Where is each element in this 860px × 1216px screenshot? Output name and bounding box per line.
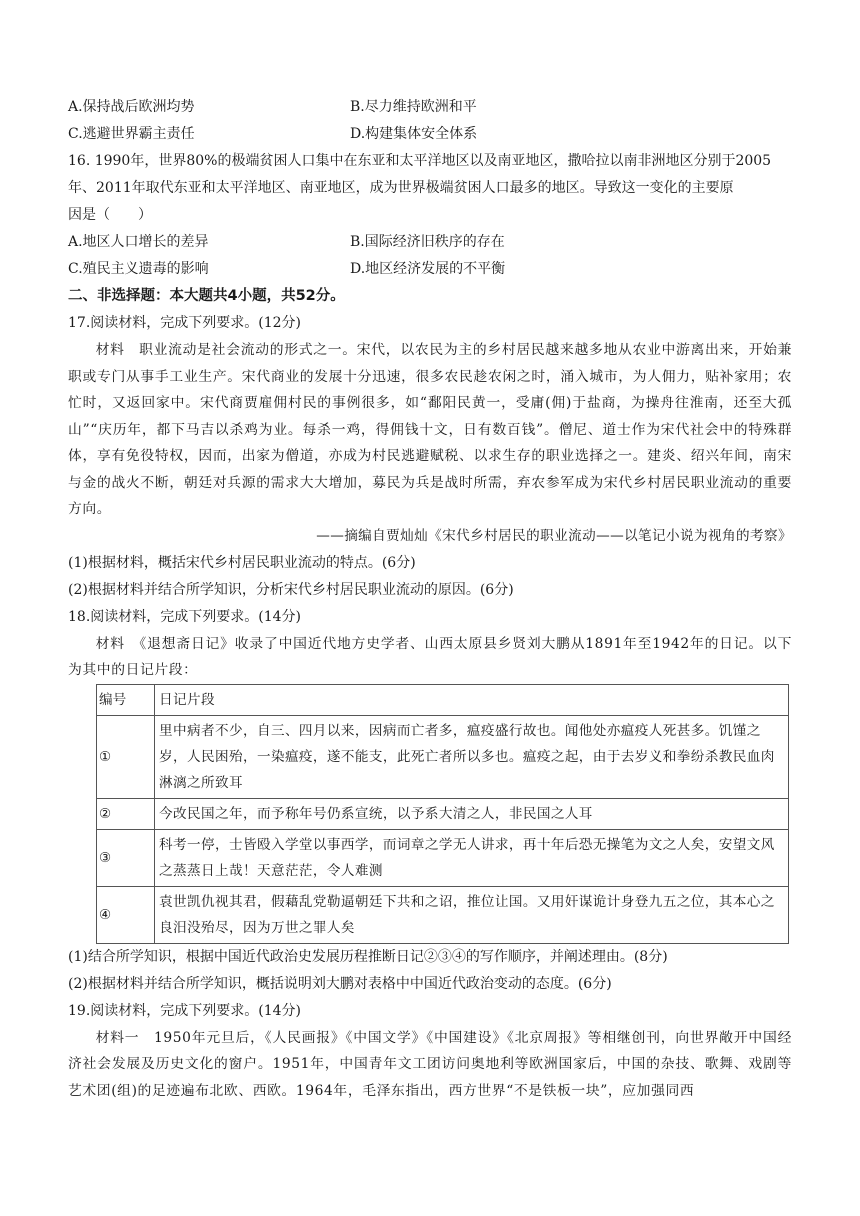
q17-material: 材料 职业流动是社会流动的形式之一。宋代，以农民为主的乡村居民越来越多地从农业中游离出来，开始兼职或专门从事手工业生产。宋代商业的发展十分迅速，很多农民趁农闲之时，涌入城市，为人佣力，贴补家用；农忙时，又返回家中。宋代商贾雇佣村民的事例很多，如“鄱阳民黄一，受庸(佣)于盐商，为操舟往淮南，还至大孤山”“庆历年，都下马吉以杀鸡为业。每杀一鸡，得佣钱十文，日有数百钱”。僧尼、道士作为宋代社会中的特殊群体，享有免役特权，因而，出家为僧道，亦成为村民逃避赋税、以求生存的职业选择之一。建炎、绍兴年间，南宋与金的战火不断，朝廷对兵源的需求大大增加，募民为兵是战时所需，弃农参军成为宋代乡村居民职业流动的重要方向。 <box>68 342 792 517</box>
q18-material: 材料 《退想斋日记》收录了中国近代地方史学者、山西太原县乡贤刘大鹏从1891年至1942年的日记。以下为其中的日记片段： <box>68 635 792 678</box>
row-number: ① <box>97 715 155 798</box>
section-title: 二、非选择题：本大题共4小题，共52分。 <box>68 288 345 304</box>
q15-option-c[interactable]: C.逃避世界霸主责任 <box>68 126 195 142</box>
q17-source: ——摘编自贾灿灿《宋代乡村居民的职业流动——以笔记小说为视角的考察》 <box>316 527 792 544</box>
q16-option-b[interactable]: B.国际经济旧秩序的存在 <box>350 234 505 250</box>
q15-options-row2 <box>68 121 792 148</box>
table-header-number: 编号 <box>97 684 155 715</box>
table-header-row <box>97 684 789 715</box>
q15-option-b[interactable]: B.尽力维持欧洲和平 <box>350 99 477 115</box>
row-number: ④ <box>97 886 155 943</box>
row-excerpt: 今改民国之年，而予称年号仍系宣统，以予系大清之人，非民国之人耳 <box>155 798 789 829</box>
row-number: ② <box>97 798 155 829</box>
q16-stem-line3: 因是（ ） <box>68 207 152 223</box>
q18-question-2: (2)根据材料并结合所学知识，概括说明刘大鹏对表格中中国近代政治变动的态度。(6分) <box>68 975 612 992</box>
table-row <box>97 886 789 943</box>
q17-question-2: (2)根据材料并结合所学知识，分析宋代乡村居民职业流动的原因。(6分) <box>68 581 514 598</box>
q19-stem: 19.阅读材料，完成下列要求。(14分) <box>68 1002 302 1019</box>
row-excerpt: 袁世凯仇视其君，假藉乱党勒逼朝廷下共和之诏，推位让国。又用奸谋诡计身登九五之位，其本心之良汨没殆尽，因为万世之罪人矣 <box>155 886 789 943</box>
q17-stem: 17.阅读材料，完成下列要求。(12分) <box>68 315 302 331</box>
table-header-excerpt: 日记片段 <box>155 684 789 715</box>
diary-table <box>96 684 789 944</box>
q17-question-1: (1)根据材料，概括宋代乡村居民职业流动的特点。(6分) <box>68 554 416 571</box>
exam-page <box>68 94 792 1104</box>
q16-stem-line2: 年、2011年取代东亚和太平洋地区、南亚地区，成为世界极端贫困人口最多的地区。导致这一变化的主要原 <box>68 180 734 196</box>
q18-stem: 18.阅读材料，完成下列要求。(14分) <box>68 608 302 625</box>
table-row <box>97 798 789 829</box>
q15-options-row1 <box>68 94 792 121</box>
q16-option-a[interactable]: A.地区人口增长的差异 <box>68 234 209 250</box>
q16-options-row2 <box>68 256 792 283</box>
row-excerpt: 里中病者不少，自三、四月以来，因病而亡者多，瘟疫盛行故也。闻他处亦瘟疫人死甚多。饥馑之岁，人民困殆，一染瘟疫，遂不能支，此死亡者所以多也。瘟疫之起，由于去岁义和拳纷杀教民血肉淋漓之所致耳 <box>155 715 789 798</box>
table-row <box>97 715 789 798</box>
row-number: ③ <box>97 829 155 886</box>
q16-option-c[interactable]: C.殖民主义遗毒的影响 <box>68 261 209 277</box>
table-row <box>97 829 789 886</box>
q18-question-1: (1)结合所学知识，根据中国近代政治史发展历程推断日记②③④的写作顺序，并阐述理由。(8分) <box>68 948 668 965</box>
q19-material-1: 材料一 1950年元旦后，《人民画报》《中国文学》《中国建设》《北京周报》等相继创刊，向世界敞开中国经济社会发展及历史文化的窗户。1951年，中国青年文工团访问奥地利等欧洲国家后，中国的杂技、歌舞、戏剧等艺术团(组)的足迹遍布北欧、西欧。1964年，毛泽东指出，西方世界“不是铁板一块”，应加强同西 <box>68 1029 792 1099</box>
q15-option-d[interactable]: D.构建集体安全体系 <box>350 126 478 142</box>
row-excerpt: 科考一停，士皆殴入学堂以事西学，而词章之学无人讲求，再十年后恐无操笔为文之人矣，安望文风之蒸蒸日上哉！天意茫茫，令人难测 <box>155 829 789 886</box>
q16-stem-line1: 16. 1990年，世界80%的极端贫困人口集中在东亚和太平洋地区以及南亚地区，撒哈拉以南非洲地区分别于2005 <box>68 153 772 169</box>
q15-option-a[interactable]: A.保持战后欧洲均势 <box>68 99 195 115</box>
q16-option-d[interactable]: D.地区经济发展的不平衡 <box>350 261 506 277</box>
q16-options-row1 <box>68 229 792 256</box>
